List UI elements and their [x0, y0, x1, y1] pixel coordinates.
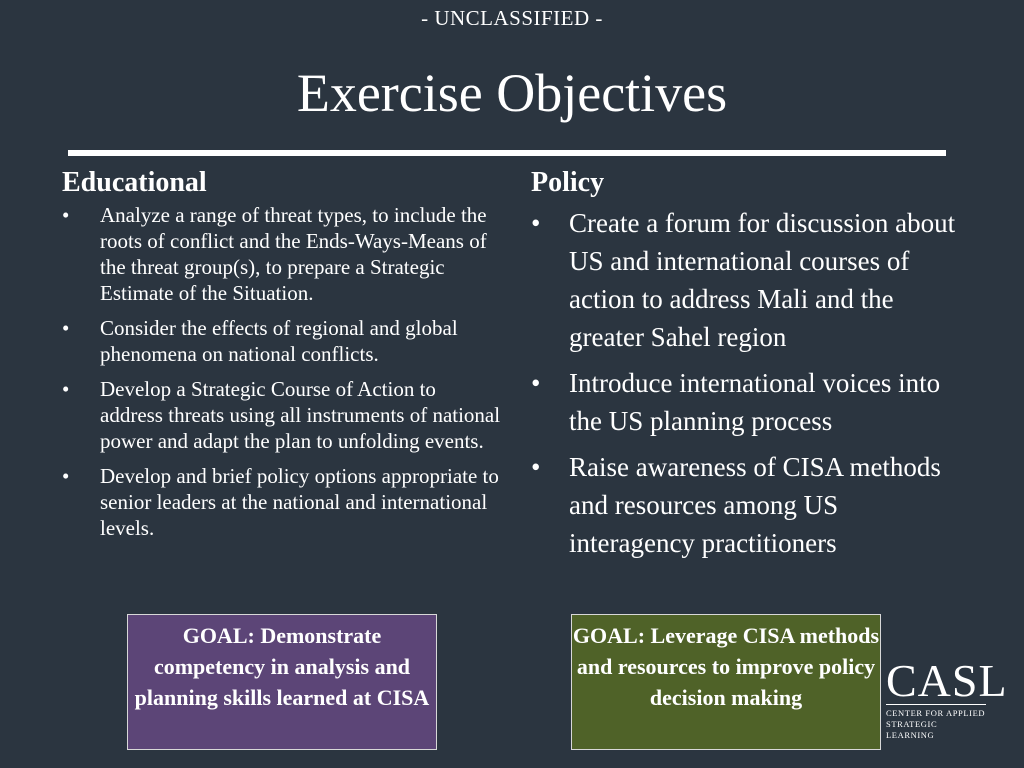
educational-list [62, 202, 502, 541]
policy-heading: Policy [531, 167, 605, 198]
casl-logo [886, 655, 1008, 741]
policy-goal-box: GOAL: Leverage CISA methods and resources to improve policy decision making [571, 614, 881, 750]
bullet-icon: • [62, 316, 70, 340]
policy-list [531, 204, 961, 562]
educational-heading: Educational [62, 167, 207, 198]
bullet-icon: • [62, 464, 70, 488]
bullet-icon: • [62, 203, 70, 227]
policy-item: • Raise awareness of CISA methods and resources among US interagency practitioners [531, 448, 961, 562]
classification-banner: - UNCLASSIFIED - [421, 6, 603, 30]
policy-item: • Introduce international voices into the US planning process [531, 364, 961, 440]
bullet-icon: • [531, 208, 541, 238]
educational-item: • Develop and brief policy options appropriate to senior leaders at the national and international levels. [62, 464, 499, 540]
educational-item: • Develop a Strategic Course of Action to address threats using all instruments of national power and adapt the plan to unfolding events. [62, 377, 501, 453]
educational-goal-box: GOAL: Demonstrate competency in analysis and planning skills learned at CISA [127, 614, 437, 750]
slide-title: Exercise Objectives [296, 63, 728, 123]
casl-logo-wordmark: CASL [886, 655, 1008, 706]
policy-column [531, 166, 961, 570]
title-divider [68, 150, 946, 156]
bullet-icon: • [531, 452, 541, 482]
educational-item: • Analyze a range of threat types, to include the roots of conflict and the Ends-Ways-Means of the threat group(s), to prepare a Strategic Estimate of the Situation. [62, 203, 487, 305]
policy-item: • Create a forum for discussion about US and international courses of action to address Mali and the greater Sahel region [531, 204, 961, 356]
educational-column [62, 166, 502, 550]
bullet-icon: • [531, 368, 541, 398]
educational-item: • Consider the effects of regional and global phenomena on national conflicts. [62, 316, 458, 366]
bullet-icon: • [62, 377, 70, 401]
casl-logo-subtitle: CENTER FOR APPLIED STRATEGIC LEARNING [886, 704, 986, 741]
